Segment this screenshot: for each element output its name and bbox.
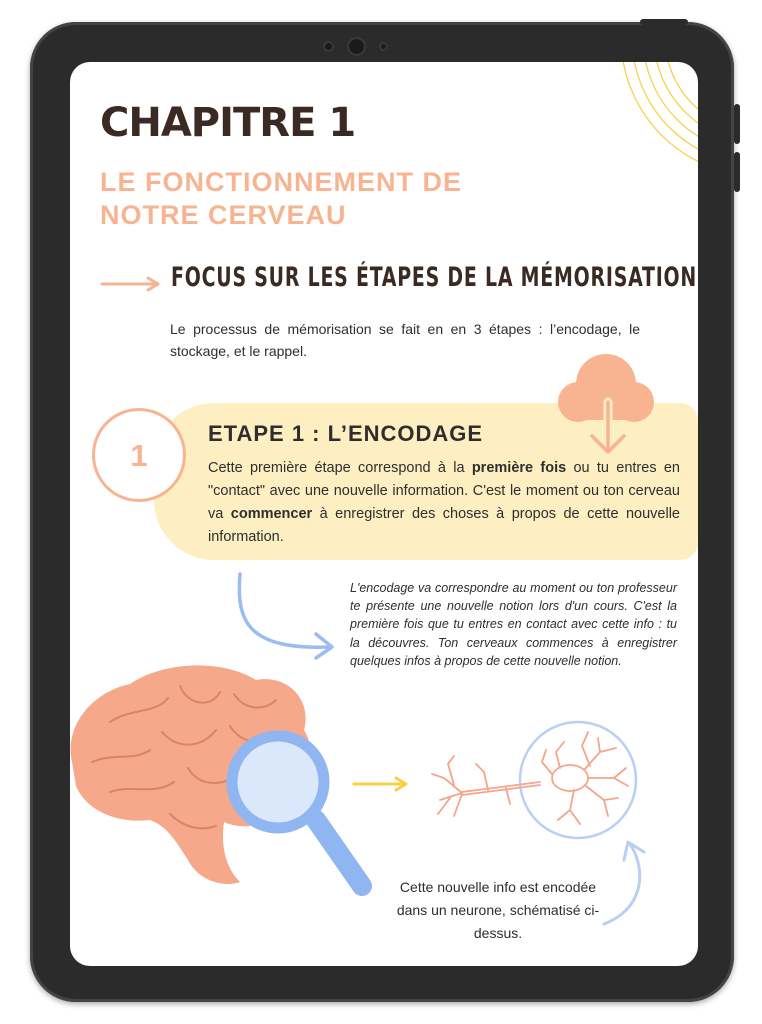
step-text-emphasis: première fois <box>471 460 567 476</box>
camera-lens <box>347 37 366 56</box>
step-text-part: Cette première étape correspond à la <box>208 460 472 476</box>
neuron-caption: Cette nouvelle info est encodée dans un neurone, schématisé ci-dessus. <box>396 879 600 941</box>
document-screen <box>70 62 698 966</box>
camera-dot <box>323 41 334 52</box>
camera-sensor <box>379 42 388 51</box>
intro-paragraph: Le processus de mémorisation se fait en en 3 étapes : l’encodage, le stockage, et le rappel. <box>170 321 640 359</box>
step-text-part: à enregistrer des choses à propos de cette nouvelle information. <box>208 506 680 545</box>
step-number: 1 <box>130 438 148 473</box>
tablet-volume-button <box>734 104 740 144</box>
step-text-emphasis: commencer <box>230 506 313 522</box>
example-note: L'encodage va correspondre au moment ou ton professeur te présente une nouvelle notion lors d'un cours. C'est la première fois que tu entres en contact avec cette info : tu la découvres. Ton cerveaux commences à enregistrer quelques infos à propos de cette nouvelle notion. <box>350 581 677 668</box>
focus-heading: FOCUS SUR LES ÉTAPES DE LA MÉMORISATION <box>171 262 698 293</box>
chapter-title: CHAPITRE 1 <box>100 100 356 146</box>
tablet-power-button <box>640 19 688 25</box>
tablet-volume-button <box>734 152 740 192</box>
curved-arrow-icon <box>70 62 698 966</box>
step-text-part: ou tu entres en "contact" avec une nouvelle information. C'est le moment ou ton cerveau va <box>208 460 680 522</box>
step-title: ETAPE 1 : L’ENCODAGE <box>208 421 484 446</box>
chapter-subtitle: LE FONCTIONNEMENT DE NOTRE CERVEAU <box>100 167 462 230</box>
